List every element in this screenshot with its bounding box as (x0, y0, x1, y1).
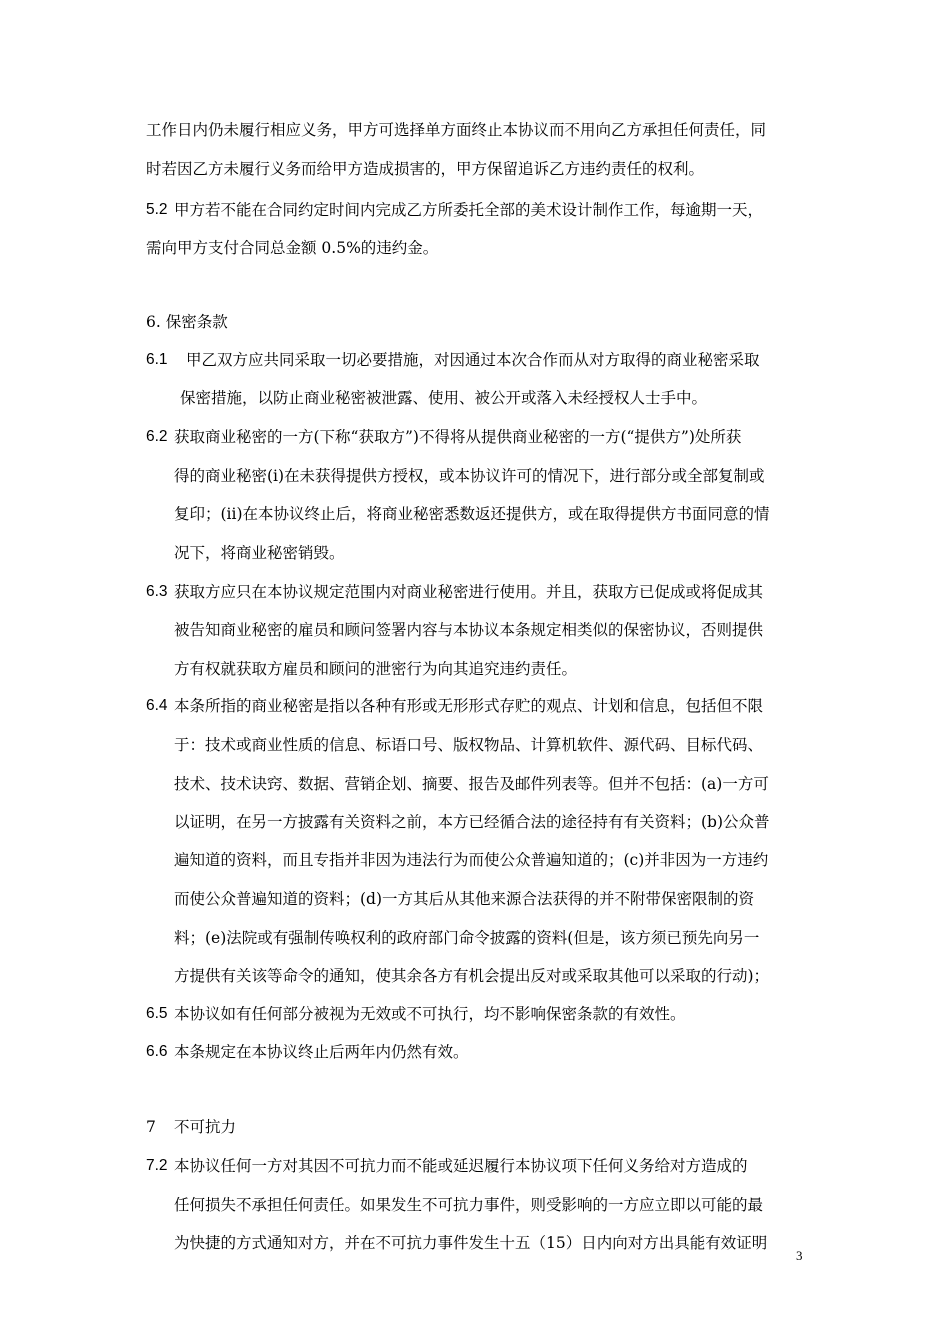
clause-number-5-2: 5.2 (146, 201, 168, 218)
clause-6-4-line-1: 本条所指的商业秘密是指以各种有形或无形形式存贮的观点、计划和信息，包括但不限 (174, 697, 764, 715)
clause-number-6-3: 6.3 (146, 583, 168, 600)
clause-5-2-line-1: 甲方若不能在合同约定时间内完成乙方所委托全部的美术设计制作工作，每逾期一天， (174, 201, 764, 219)
section-7-heading-title: 不可抗力 (174, 1118, 237, 1136)
clause-6-3-line-2: 被告知商业秘密的雇员和顾问签署内容与本协议本条规定相类似的保密协议，否则提供 (174, 621, 764, 639)
clause-6-2-line-4: 况下，将商业秘密销毁。 (174, 544, 345, 562)
page-number: 3 (796, 1248, 803, 1263)
clause-6-4-line-8: 方提供有关该等命令的通知，使其余各方有机会提出反对或采取其他可以采取的行动)； (174, 967, 770, 985)
clause-6-2-line-2: 得的商业秘密(i)在未获得提供方授权，或本协议许可的情况下，进行部分或全部复制或 (174, 467, 765, 485)
section-7-heading-number: 7 (146, 1118, 156, 1136)
clause-6-6-line-1: 本条规定在本协议终止后两年内仍然有效。 (174, 1043, 469, 1061)
clause-6-2-line-3: 复印；(ii)在本协议终止后，将商业秘密悉数返还提供方，或在取得提供方书面同意的情 (174, 505, 770, 523)
clause-6-4-line-3: 技术、技术诀窍、数据、营销企划、摘要、报告及邮件列表等。但并不包括：(a)一方可 (174, 775, 769, 793)
section-6-heading: 6. 保密条款 (146, 313, 228, 331)
clause-number-7-2: 7.2 (146, 1157, 168, 1174)
continuation-line-2: 时若因乙方未履行义务而给甲方造成损害的，甲方保留追诉乙方违约责任的权利。 (146, 160, 705, 178)
clause-6-2-line-1: 获取商业秘密的一方(下称“获取方”)不得将从提供商业秘密的一方(“提供方”)处所获 (174, 428, 742, 446)
clause-7-2-line-1: 本协议任何一方对其因不可抗力而不能或延迟履行本协议项下任何义务给对方造成的 (174, 1157, 748, 1175)
clause-6-4-line-5: 遍知道的资料，而且专指并非因为违法行为而使公众普遍知道的；(c)并非因为一方违约 (174, 851, 769, 869)
clause-number-6-1: 6.1 (146, 351, 168, 368)
clause-6-4-line-4: 以证明，在另一方披露有关资料之前，本方已经循合法的途径持有有关资料；(b)公众普 (174, 813, 770, 831)
clause-7-2-line-3: 为快捷的方式通知对方，并在不可抗力事件发生十五（15）日内向对方出具能有效证明 (174, 1234, 768, 1252)
clause-7-2-line-2: 任何损失不承担任何责任。如果发生不可抗力事件，则受影响的一方应立即以可能的最 (174, 1196, 764, 1214)
continuation-line-1: 工作日内仍未履行相应义务，甲方可选择单方面终止本协议而不用向乙方承担任何责任，同 (146, 121, 767, 139)
clause-6-3-line-1: 获取方应只在本协议规定范围内对商业秘密进行使用。并且，获取方已促成或将促成其 (174, 583, 764, 601)
clause-5-2-line-2: 需向甲方支付合同总金额 0.5%的违约金。 (146, 239, 439, 257)
clause-number-6-2: 6.2 (146, 428, 168, 445)
clause-6-3-line-3: 方有权就获取方雇员和顾问的泄密行为向其追究违约责任。 (174, 660, 578, 678)
clause-number-6-4: 6.4 (146, 697, 168, 714)
clause-6-1-line-2: 保密措施，以防止商业秘密被泄露、使用、被公开或落入未经授权人士手中。 (180, 389, 708, 407)
clause-6-4-line-7: 料；(e)法院或有强制传唤权利的政府部门命令披露的资料(但是，该方须已预先向另一 (174, 929, 760, 947)
clause-number-6-5: 6.5 (146, 1005, 168, 1022)
clause-6-1-line-1: 甲乙双方应共同采取一切必要措施，对因通过本次合作而从对方取得的商业秘密采取 (186, 351, 760, 369)
clause-6-5-line-1: 本协议如有任何部分被视为无效或不可执行，均不影响保密条款的有效性。 (174, 1005, 686, 1023)
clause-number-6-6: 6.6 (146, 1043, 168, 1060)
clause-6-4-line-2: 于：技术或商业性质的信息、标语口号、版权物品、计算机软件、源代码、目标代码、 (174, 736, 764, 754)
clause-6-4-line-6: 而使公众普遍知道的资料；(d)一方其后从其他来源合法获得的并不附带保密限制的资 (174, 890, 755, 908)
